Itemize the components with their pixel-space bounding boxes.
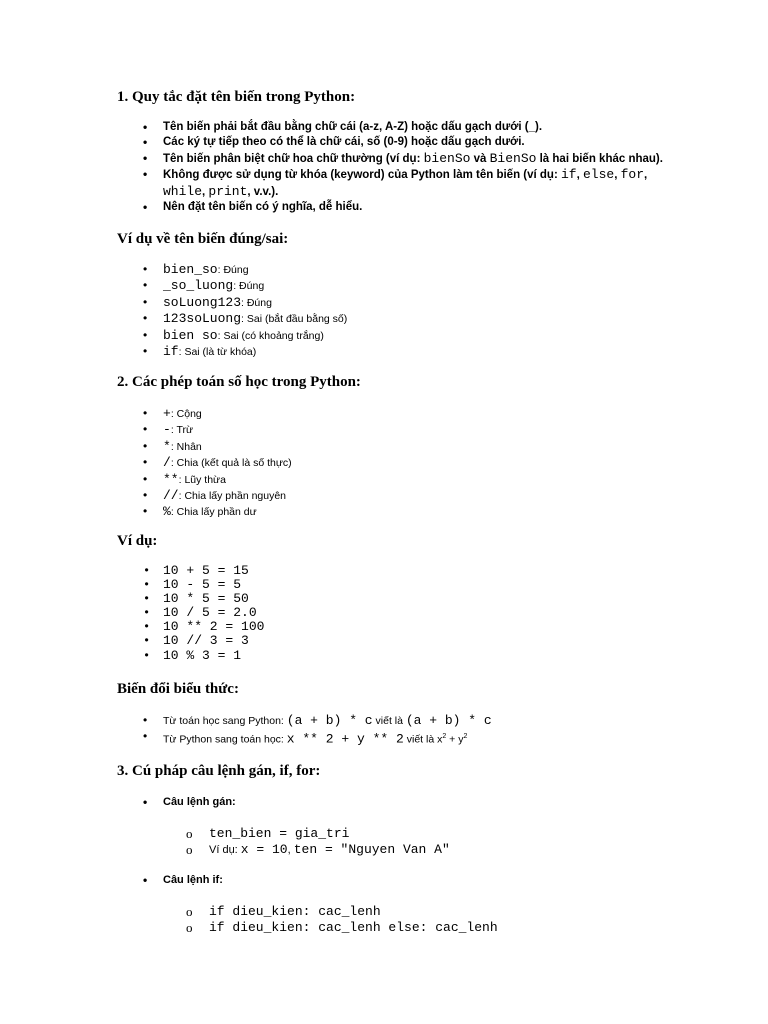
operator-item — [143, 422, 292, 438]
list-item: o Ví dụ: x = 10, ten = "Nguyen Van A" — [186, 842, 450, 859]
operator-item — [143, 504, 292, 520]
naming-rules-list — [143, 120, 663, 215]
name-examples-list — [143, 262, 347, 360]
operator-example-item: • 10 ** 2 = 100 — [143, 620, 264, 634]
note-text: : Nhân — [170, 440, 202, 453]
note-text: : Sai (có khoảng trắng) — [217, 329, 324, 342]
operator-example-item: • 10 - 5 = 5 — [143, 578, 264, 592]
list-item: • Tên biến phải bắt đầu bằng chữ cái (a-z, A-Z) hoặc dấu gạch dưới (_). — [143, 120, 663, 135]
note-text: : Trừ — [170, 424, 194, 437]
code-text: * — [163, 438, 171, 454]
examples-names-heading: Ví dụ về tên biến đúng/sai: — [117, 231, 289, 247]
code-text: % — [163, 504, 171, 520]
operator-item — [143, 472, 292, 488]
transform-heading: Biến đổi biểu thức: — [117, 681, 239, 697]
note-text: : Chia (kết quả là số thực) — [170, 457, 292, 470]
note-text: : Chia lấy phần dư — [170, 506, 257, 519]
operator-item — [143, 439, 292, 455]
note-text: : Đúng — [217, 264, 249, 276]
code-text: / — [163, 455, 171, 471]
examples-ops-heading: Ví dụ: — [117, 533, 158, 549]
code-text: soLuong123 — [163, 294, 242, 310]
operator-example-item: • 10 * 5 = 50 — [143, 592, 264, 606]
list-item: • Tên biến phân biệt chữ hoa chữ thường (ví dụ: bienSo và BienSo là hai biến khác nhau). — [143, 151, 663, 167]
code-text: // — [163, 488, 179, 504]
list-item: • Từ toán học sang Python: (a + b) * c viết là (a + b) * c — [143, 713, 492, 729]
note-text: : Chia lấy phần nguyên — [178, 490, 287, 503]
operator-example-item: • 10 // 3 = 3 — [143, 634, 264, 648]
section2-heading: 2. Các phép toán số học trong Python: — [117, 374, 361, 390]
code-text: - — [163, 422, 171, 438]
operator-example-item: • 10 + 5 = 15 — [143, 564, 264, 578]
operator-item — [143, 406, 292, 422]
code-text: bien so — [163, 327, 218, 343]
note-text: : Sai (bắt đầu bằng số) — [241, 313, 348, 326]
operator-item — [143, 455, 292, 471]
operator-example-item: • 10 / 5 = 2.0 — [143, 606, 264, 620]
transform-list — [143, 713, 492, 748]
list-item: o if dieu_kien: cac_lenh — [186, 904, 498, 920]
list-item: o ten_bien = gia_tri — [186, 826, 450, 842]
code-text: bien_so — [163, 262, 218, 277]
list-item: • Câu lệnh gán: — [143, 795, 236, 810]
code-text: + — [163, 406, 171, 421]
list-item-continuation: while, print, v.v.). — [163, 183, 279, 199]
list-item: • Các ký tự tiếp theo có thể là chữ cái, số (0-9) hoặc dấu gạch dưới. — [143, 135, 663, 150]
list-item: • Không được sử dụng từ khóa (keyword) của Python làm tên biến (ví dụ: if, else, for, — [143, 167, 663, 183]
assign-syntax-list — [186, 826, 450, 858]
assign-label-list — [143, 795, 236, 810]
list-item: • Câu lệnh if: — [143, 873, 223, 888]
name-example-item — [143, 328, 347, 344]
if-label-list — [143, 873, 223, 888]
code-text: _so_luong — [163, 278, 234, 294]
list-item: o if dieu_kien: cac_lenh else: cac_lenh — [186, 920, 498, 936]
operator-item — [143, 488, 292, 504]
note-text: : Đúng — [233, 280, 265, 293]
name-example-item — [143, 295, 347, 311]
operator-examples-list — [143, 564, 264, 663]
name-example-item — [143, 344, 347, 360]
code-text: 123soLuong — [163, 311, 242, 327]
code-text: ** — [163, 471, 179, 487]
list-item: • Nên đặt tên biến có ý nghĩa, dễ hiểu. — [143, 200, 663, 215]
section1-heading: 1. Quy tắc đặt tên biến trong Python: — [117, 89, 356, 105]
name-example-item — [143, 278, 347, 294]
note-text: : Cộng — [170, 408, 202, 420]
name-example-item — [143, 262, 347, 278]
note-text: : Đúng — [241, 296, 272, 309]
note-text: : Lũy thừa — [178, 473, 226, 486]
list-item: • Từ Python sang toán học: x ** 2 + y ** 2 viết là $x^2 + y^2$ — [143, 729, 492, 748]
code-text: if — [163, 344, 179, 360]
note-text: : Sai (là từ khóa) — [178, 346, 257, 359]
if-syntax-list — [186, 904, 498, 935]
operators-list — [143, 406, 292, 521]
name-example-item — [143, 311, 347, 327]
operator-example-item: • 10 % 3 = 1 — [143, 649, 264, 663]
section3-heading: 3. Cú pháp câu lệnh gán, if, for: — [117, 763, 321, 779]
